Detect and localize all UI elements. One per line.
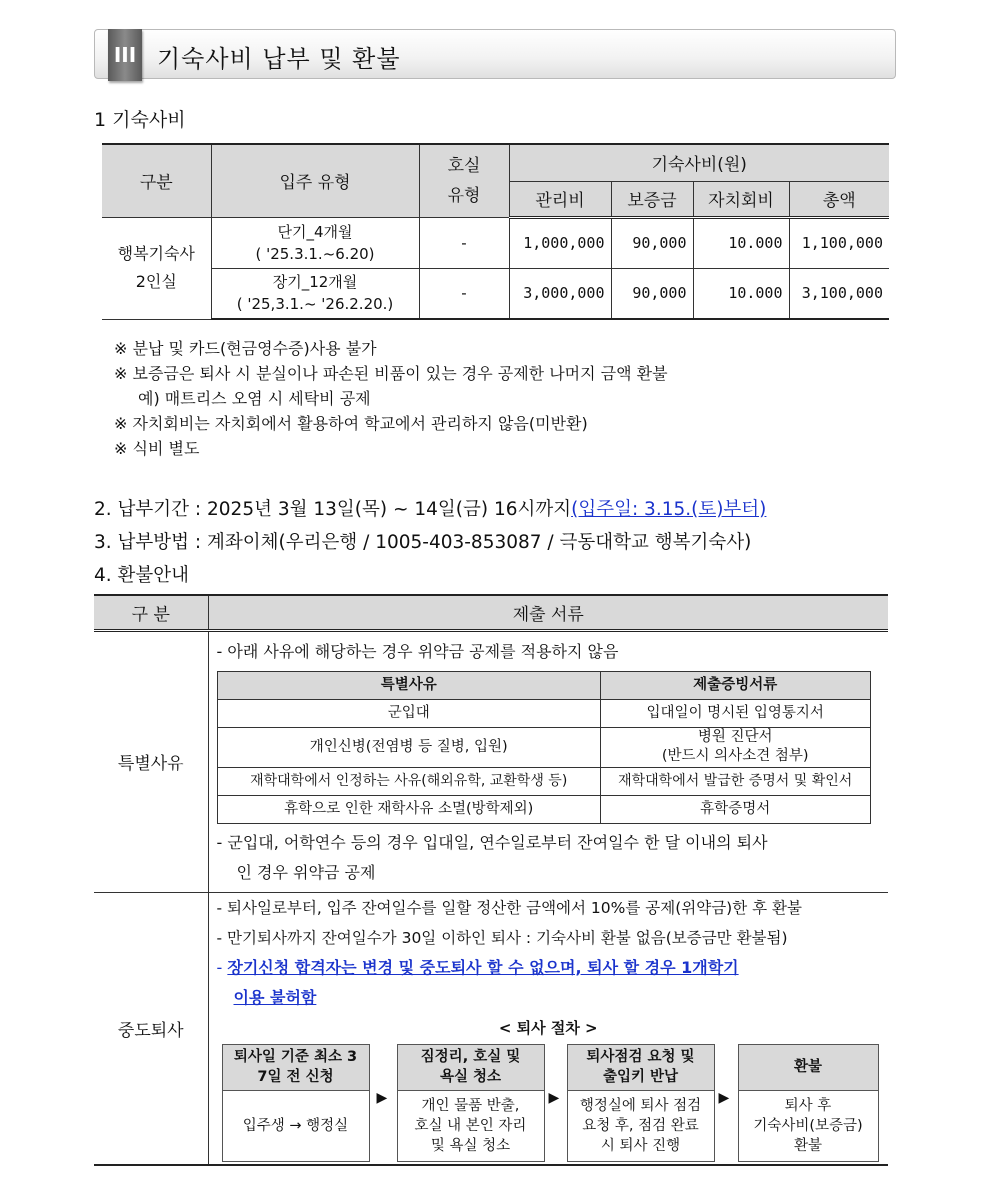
section-title: 기숙사비 납부 및 환불 <box>157 45 401 73</box>
note-item: ※ 자치회비는 자치회에서 활용하여 학교에서 관리하지 않음(미반환) <box>114 414 588 433</box>
reason-cell: 군입대 <box>217 699 600 727</box>
fee-row-council: 10.000 <box>693 268 789 319</box>
header-total: 총액 <box>789 181 889 217</box>
step-head: 짐정리, 호실 및 욕실 청소 <box>398 1045 544 1091</box>
procedure-step <box>567 1044 715 1162</box>
long-term-warning: 장기신청 합격자는 변경 및 중도퇴사 할 수 없으며, 퇴사 할 경우 1개학기 <box>227 957 739 977</box>
fee-row-total: 3,100,000 <box>789 268 889 319</box>
step-body: 퇴사 후 기숙사비(보증금) 환불 <box>753 1098 863 1154</box>
fee-notes <box>114 336 668 461</box>
special-intro: - 아래 사유에 해당하는 경우 위약금 공제를 적용하지 않음 <box>216 641 619 661</box>
refund-table <box>94 594 888 1166</box>
payment-method: 3. 납부방법 : 계좌이체(우리은행 / 1005-403-853087 / 극동대학교 행복기숙사) <box>94 532 752 553</box>
note-item: ※ 분납 및 카드(현금영수증)사용 불가 <box>114 339 377 358</box>
procedure-step <box>738 1044 879 1162</box>
header-room: 호실 유형 <box>419 144 509 217</box>
procedure-flow <box>217 1044 889 1164</box>
step-body: 행정실에 퇴사 점검 요청 후, 점검 완료 시 퇴사 진행 <box>579 1098 702 1154</box>
fee-row-type: 단기_4개월 ( '25.3.1.~6.20) <box>211 217 419 268</box>
special-note-2: 인 경우 위약금 공제 <box>236 862 376 882</box>
midway-rule-3: - 장기신청 합격자는 변경 및 중도퇴사 할 수 없으며, 퇴사 할 경우 1개학기 <box>216 957 739 977</box>
header-fee: 기숙사비(원) <box>509 144 889 181</box>
proof-cell: 병원 진단서 (반드시 의사소견 첨부) <box>600 727 870 767</box>
header-deposit: 보증금 <box>611 181 693 217</box>
note-item: ※ 보증금은 퇴사 시 분실이나 파손된 비품이 있는 경우 공제한 나머지 금액 환불 <box>114 364 668 383</box>
sub-header-reason: 특별사유 <box>217 671 600 699</box>
step-head: 퇴사일 기준 최소 3 7일 전 신청 <box>223 1045 369 1091</box>
arrow-right-icon: ▶ <box>718 1089 730 1106</box>
payment-period-text: 2. 납부기간 : 2025년 3월 13일(목) ~ 14일(금) 16시까지 <box>94 499 572 520</box>
fee-row-total: 1,100,000 <box>789 217 889 268</box>
arrow-right-icon: ▶ <box>548 1089 560 1106</box>
note-item: 예) 매트리스 오염 시 세탁비 공제 <box>138 389 371 408</box>
header-category: 구분 <box>102 144 211 217</box>
fee-row-type: 장기_12개월 ( '25,3.1.~ '26.2.20.) <box>211 268 419 319</box>
fee-row-deposit: 90,000 <box>611 268 693 319</box>
procedure-step <box>397 1044 545 1162</box>
proof-cell: 휴학증명서 <box>600 795 870 823</box>
fee-row-room: - <box>419 268 509 319</box>
fee-table <box>102 143 889 320</box>
fee-row-mgmt: 3,000,000 <box>509 268 611 319</box>
midway-rule-2: - 만기퇴사까지 잔여일수가 30일 이하인 퇴사 : 기숙사비 환불 없음(보증금만 환불됨) <box>216 928 788 947</box>
refund-header-category: 구 분 <box>94 595 208 630</box>
reason-cell: 휴학으로 인한 재학사유 소멸(방학제외) <box>217 795 600 823</box>
subsection-title: 1 기숙사비 <box>94 109 186 131</box>
fee-row-council: 10.000 <box>693 217 789 268</box>
note-item: ※ 식비 별도 <box>114 439 200 458</box>
payment-period <box>94 493 766 526</box>
special-reason-label: 특별사유 <box>94 630 208 892</box>
step-head: 퇴사점검 요청 및 출입키 반납 <box>568 1045 714 1091</box>
room-group: 행복기숙사 2인실 <box>102 217 211 319</box>
move-in-date: (입주일: 3.15.(토)부터) <box>571 499 767 520</box>
step-body: 입주생 → 행정실 <box>242 1118 349 1134</box>
fee-row-deposit: 90,000 <box>611 217 693 268</box>
procedure-step <box>222 1044 370 1162</box>
fee-row-mgmt: 1,000,000 <box>509 217 611 268</box>
header-council: 자치회비 <box>693 181 789 217</box>
midway-exit-label: 중도퇴사 <box>94 892 208 1165</box>
special-reason-table <box>217 671 871 824</box>
reason-cell: 재학대학에서 인정하는 사유(해외유학, 교환학생 등) <box>217 767 600 795</box>
header-mgmt: 관리비 <box>509 181 611 217</box>
fee-row-room: - <box>419 217 509 268</box>
step-head: 환불 <box>739 1045 878 1091</box>
payment-info <box>94 493 766 592</box>
long-term-warning-cont: 이용 불허함 <box>233 987 317 1007</box>
refund-header-docs: 제출 서류 <box>208 595 888 630</box>
section-number: III <box>108 29 142 81</box>
reason-cell: 개인신병(전염병 등 질병, 입원) <box>217 727 600 767</box>
proof-cell: 입대일이 명시된 입영통지서 <box>600 699 870 727</box>
section-header <box>94 29 896 79</box>
refund-title: 4. 환불안내 <box>94 565 190 586</box>
header-type: 입주 유형 <box>211 144 419 217</box>
midway-rule-1: - 퇴사일로부터, 입주 잔여일수를 일할 정산한 금액에서 10%를 공제(위약금)한 후 환불 <box>216 898 802 917</box>
proof-cell: 재학대학에서 발급한 증명서 및 확인서 <box>600 767 870 795</box>
arrow-right-icon: ▶ <box>376 1089 388 1106</box>
step-body: 개인 물품 반출, 호실 내 본인 자리 및 욕실 청소 <box>414 1098 527 1154</box>
sub-header-proof: 제출증빙서류 <box>600 671 870 699</box>
procedure-title: < 퇴사 절차 > <box>498 1018 598 1037</box>
special-note-1: - 군입대, 어학연수 등의 경우 입대일, 연수일로부터 잔여일수 한 달 이내의 퇴사 <box>216 832 768 852</box>
midway-rule-3b <box>217 983 889 1013</box>
